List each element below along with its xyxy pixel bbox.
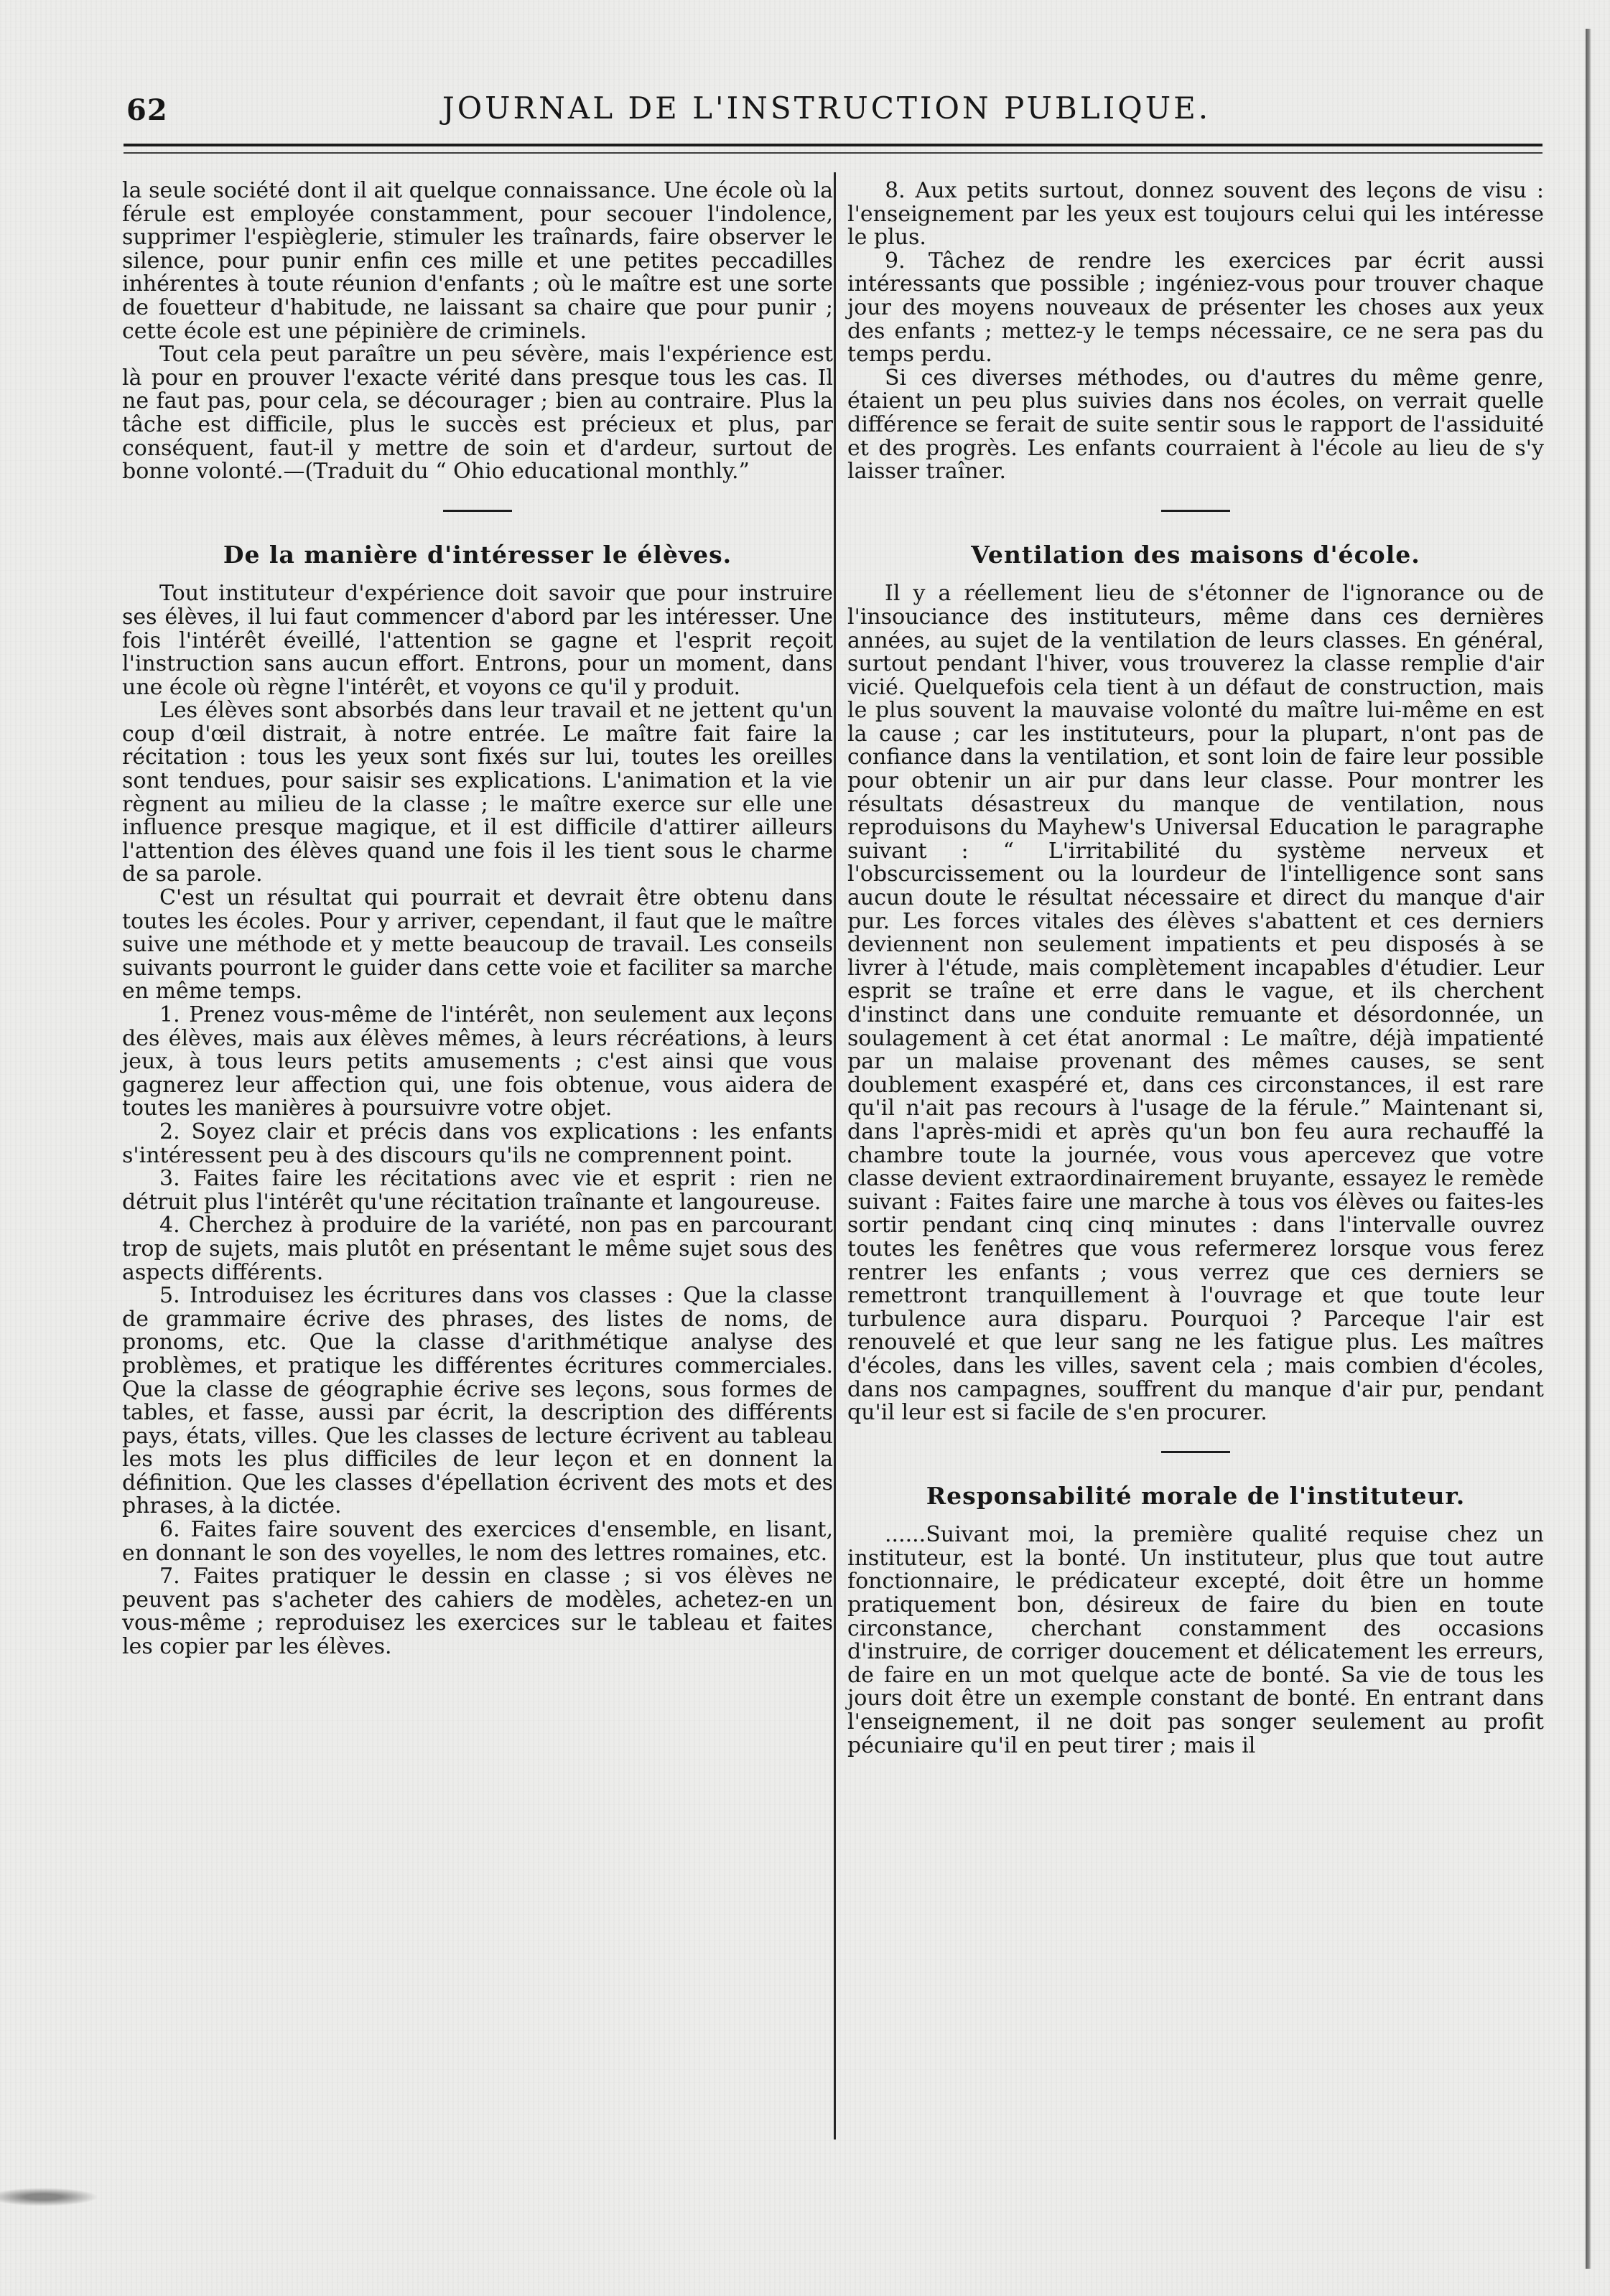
list-item: 4. Cherchez à produire de la variété, non pas en parcourant trop de sujets, mais plutôt en présentant le même sujet sous des aspects différents.	[122, 1213, 833, 1285]
list-item: 6. Faites faire souvent des exercices d'ensemble, en lisant, en donnant le son des voyelles, le nom des lettres romaines, etc.	[122, 1517, 833, 1566]
list-item: 1. Prenez vous-même de l'intérêt, non seulement aux leçons des élèves, mais aux élèves mêmes, à leurs récréations, à leurs jeux, à tous leurs petits amusements ; c'est ainsi que vous gagnerez leur affection qui, une fois obtenue, vous aidera de toutes les manières à poursuivre votre objet.	[122, 1002, 833, 1121]
list-item: 9. Tâchez de rendre les exercices par écrit aussi intéressants que possible ; ingéniez-vous pour trouver chaque jour des moyens nouveaux de présenter les choses aux yeux des enfants ; mettez-y le temps nécessaire, ce ne sera pas du temps perdu.	[847, 248, 1544, 368]
list-item: 7. Faites pratiquer le dessin en classe ; si vos élèves ne peuvent pas s'acheter des cahiers de modèles, achetez-en un vous-même ; reproduisez les exercices sur le tableau et faites les copier par les élèves.	[122, 1564, 833, 1660]
section-title: Ventilation des maisons d'école.	[971, 540, 1420, 569]
article-paragraph: ......Suivant moi, la première qualité requise chez un instituteur, est la bonté. Un instituteur, plus que tout autre fonctionnaire, le prédicateur excepté, doit être un homme pratiquement bon, désireux de faire du bien en toute circonstance, cherchant constamment des occasions d'instruire, de corriger doucement et délicatement les erreurs, de faire en un mot quelque acte de bonté. Sa vie de tous les jours doit être un exemple constant de bonté. En entrant dans l'enseignement, il ne doit pas songer seulement au profit pécuniaire qu'il en peut tirer ; mais il	[847, 1522, 1544, 1758]
section-title: Responsabilité morale de l'instituteur.	[926, 1481, 1466, 1510]
column-divider	[834, 172, 836, 2139]
article-paragraph: C'est un résultat qui pourrait et devrait être obtenu dans toutes les écoles. Pour y arriver, cependant, il faut que le maître suive une méthode et y mette beaucoup de travail. Les conseils suivants pourront le guider dans cette voie et faciliter sa marche en même temps.	[122, 885, 833, 1004]
right-column	[847, 179, 1544, 1758]
section-divider	[443, 510, 512, 512]
list-item: 5. Introduisez les écritures dans vos classes : Que la classe de grammaire écrive des phrases, des listes de noms, de pronoms, etc. Que la classe d'arithmétique analyse des problèmes, et pratique les différentes écritures commerciales. Que la classe de géographie écrive ses leçons, sous formes de tables, et fasse, aussi par écrit, la description des différents pays, états, villes. Que les classes de lecture écrivent au tableau les mots les plus difficiles de leur leçon et en donnent la définition. Que les classes d'épellation écrivent des mots et des phrases, à la dictée.	[122, 1283, 833, 1519]
section-divider	[1161, 510, 1230, 512]
page-edge-shadow	[1586, 29, 1591, 2269]
ink-smudge	[0, 2186, 108, 2208]
list-item: 3. Faites faire les récitations avec vie et esprit : rien ne détruit plus l'intérêt qu'une récitation traînante et langoureuse.	[122, 1166, 833, 1215]
article-paragraph: Il y a réellement lieu de s'étonner de l'ignorance ou de l'insouciance des instituteurs, même dans ces dernières années, au sujet de la ventilation de leurs classes. En général, surtout pendant l'hiver, vous trouverez la classe remplie d'air vicié. Quelquefois cela tient à un défaut de construction, mais le plus souvent la mauvaise volonté du maître lui-même en est la cause ; car les instituteurs, pour la plupart, n'ont pas de confiance dans la ventilation, et sont loin de faire leur possible pour obtenir un air pur dans leur classe. Pour montrer les résultats désastreux du manque de ventilation, nous reproduisons du Mayhew's Universal Education le paragraphe suivant : “ L'irritabilité du système nerveux et l'obscurcissement ou la lourdeur de l'intelligence sont sans aucun doute le résultat nécessaire et direct du manque d'air pur. Les forces vitales des élèves s'abattent et ces derniers deviennent non seulement impatients et peu disposés à se livrer à l'étude, mais complètement incapables d'étudier. Leur esprit se traîne et erre dans le vague, et ils cherchent d'instinct dans une conduite remuante et désordonnée, un soulagement à cet état anormal : Le maître, déjà impatienté par un malaise provenant des mêmes causes, se sent doublement exaspéré et, dans ces circonstances, il est rare qu'il n'ait pas recours à l'usage de la férule.” Maintenant si, dans l'après-midi et après qu'un bon feu aura rechauffé la chambre toute la journée, vous vous apercevez que votre classe devient extraordinairement bruyante, essayez le remède suivant : Faites faire une marche à tous vos élèves ou faites-les sortir pendant cinq cinq minutes : dans l'intervalle ouvrez toutes les fenêtres que vous refermerez lorsque vous ferez rentrer les enfants ; vous verrez que ces derniers se remettront tranquillement à l'ouvrage et que toute leur turbulence aura disparu. Pourquoi ? Parceque l'air est renouvelé et que leur sang ne les fatigue plus. Les maîtres d'écoles, dans les villes, savent cela ; mais combien d'écoles, dans nos campagnes, souffrent du manque d'air pur, pendant qu'il leur est si facile de s'en procurer.	[847, 581, 1544, 1426]
list-item: 8. Aux petits surtout, donnez souvent des leçons de visu : l'enseignement par les yeux est toujours celui qui les intéresse le plus.	[847, 178, 1544, 251]
section-title: De la manière d'intéresser le élèves.	[223, 540, 732, 569]
running-title: JOURNAL DE L'INSTRUCTION PUBLIQUE.	[442, 90, 1211, 126]
article-paragraph: Si ces diverses méthodes, ou d'autres du même genre, étaient un peu plus suivies dans nos écoles, on verrait quelle différence se ferait de suite sentir sous le rapport de l'assiduité et des progrès. Les enfants courraient à l'école au lieu de s'y laisser traîner.	[847, 365, 1544, 485]
left-column	[122, 179, 833, 1659]
section-divider	[1161, 1451, 1230, 1453]
article-paragraph: Tout instituteur d'expérience doit savoir que pour instruire ses élèves, il lui faut commencer d'abord par les intéresser. Une fois l'intérêt éveillé, l'attention se gagne et l'esprit reçoit l'instruction sans aucun effort. Entrons, pour un moment, dans une école où règne l'intérêt, et voyons ce qu'il y produit.	[122, 581, 833, 700]
header-rule	[124, 144, 1542, 146]
continuation-paragraph: Tout cela peut paraître un peu sévère, mais l'expérience est là pour en prouver l'exacte vérité dans presque tous les cas. Il ne faut pas, pour cela, se décourager ; bien au contraire. Plus la tâche est difficile, plus le succès est précieux et plus, par conséquent, faut-il y mettre de soin et d'ardeur, surtout de bonne volonté.—(Traduit du “ Ohio educational monthly.”	[122, 342, 833, 485]
list-item: 2. Soyez clair et précis dans vos explications : les enfants s'intéressent peu à des discours qu'ils ne comprennent point.	[122, 1119, 833, 1168]
article-paragraph: Les élèves sont absorbés dans leur travail et ne jettent qu'un coup d'œil distrait, à notre entrée. Le maître fait faire la récitation : tous les yeux sont fixés sur lui, toutes les oreilles sont tendues, pour saisir ses explications. L'animation et la vie règnent au milieu de la classe ; le maître exerce sur elle une influence presque magique, et il est difficile d'attirer ailleurs l'attention des élèves quand une fois il les tient sous le charme de sa parole.	[122, 698, 833, 887]
header-rule-thin	[124, 152, 1542, 154]
page-number: 62	[126, 93, 168, 127]
continuation-paragraph: la seule société dont il ait quelque connaissance. Une école où la férule est employée constamment, pour secouer l'indolence, supprimer l'espièglerie, stimuler les traînards, faire observer le silence, pour punir enfin ces mille et une petites peccadilles inhérentes à toute réunion d'enfants ; où le maître est une sorte de fouetteur d'habitude, ne laissant sa chaire que pour punir ; cette école est une pépinière de criminels.	[122, 178, 833, 344]
